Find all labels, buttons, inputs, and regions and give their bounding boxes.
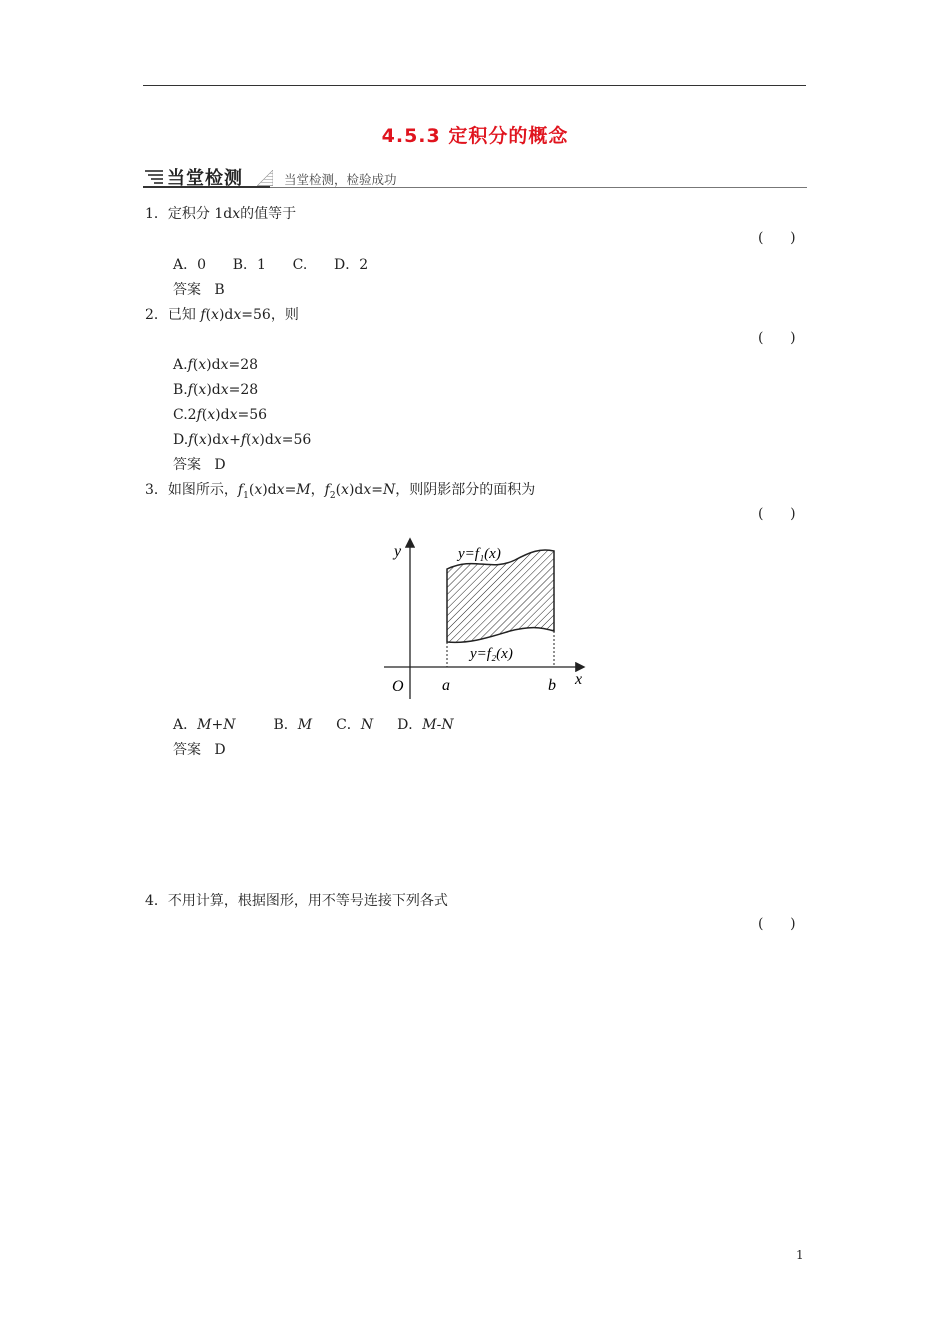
question-2-option-d: D.f(x)dx+f(x)dx=56	[173, 432, 312, 448]
origin-label: O	[392, 678, 404, 695]
point-a-label: a	[442, 677, 450, 694]
section-subtitle: 当堂检测，检验成功	[284, 172, 397, 187]
question-1-options: A．0 B．1 C. D．2	[173, 257, 369, 273]
section-rule-thin	[270, 187, 807, 188]
answer-blank-2: ( )	[758, 330, 796, 346]
point-b-label: b	[548, 677, 556, 694]
answer-blank-4: ( )	[758, 916, 796, 932]
section-rule-thick	[143, 186, 270, 188]
answer-blank-3: ( )	[758, 506, 796, 522]
section-label: 当堂检测	[167, 168, 243, 189]
y-axis-label: y	[394, 543, 402, 560]
hatched-triangle-icon	[257, 170, 273, 186]
stripes-icon	[145, 169, 163, 185]
upper-curve-label: y=f₁(x)	[458, 546, 501, 562]
question-2-option-b: B.f(x)dx=28	[173, 382, 259, 398]
x-axis-label: x	[575, 671, 583, 688]
page-title: 4.5.3 定积分的概念	[381, 125, 569, 147]
question-2-option-a: A.f(x)dx=28	[173, 357, 259, 373]
shaded-area-figure	[380, 534, 590, 702]
question-4-stem: 4．不用计算，根据图形，用不等号连接下列各式	[145, 893, 448, 909]
question-2-option-c: C.2f(x)dx=56	[173, 407, 268, 423]
section-header	[143, 164, 807, 190]
question-3-stem: 3．如图所示，$f_1(x)dx=M$，$f_2(x)dx=N$，则阴影部分的面积为	[145, 482, 536, 501]
question-2-stem: 2．已知 f(x)dx=56，则	[145, 307, 299, 323]
lower-curve-label: y=f₂(x)	[470, 646, 513, 662]
question-3-options: A．M+N B．M C．N D．M-N	[173, 717, 454, 733]
question-1-stem: 1．定积分 1dx的值等于	[145, 206, 297, 222]
question-2-answer: 答案 D	[173, 457, 226, 473]
question-3-answer: 答案 D	[173, 742, 226, 758]
question-1-answer: 答案 B	[173, 282, 225, 298]
top-rule	[143, 85, 806, 86]
page-number: 1	[796, 1248, 804, 1262]
answer-blank-1: ( )	[758, 230, 796, 246]
shaded-region	[447, 550, 554, 642]
